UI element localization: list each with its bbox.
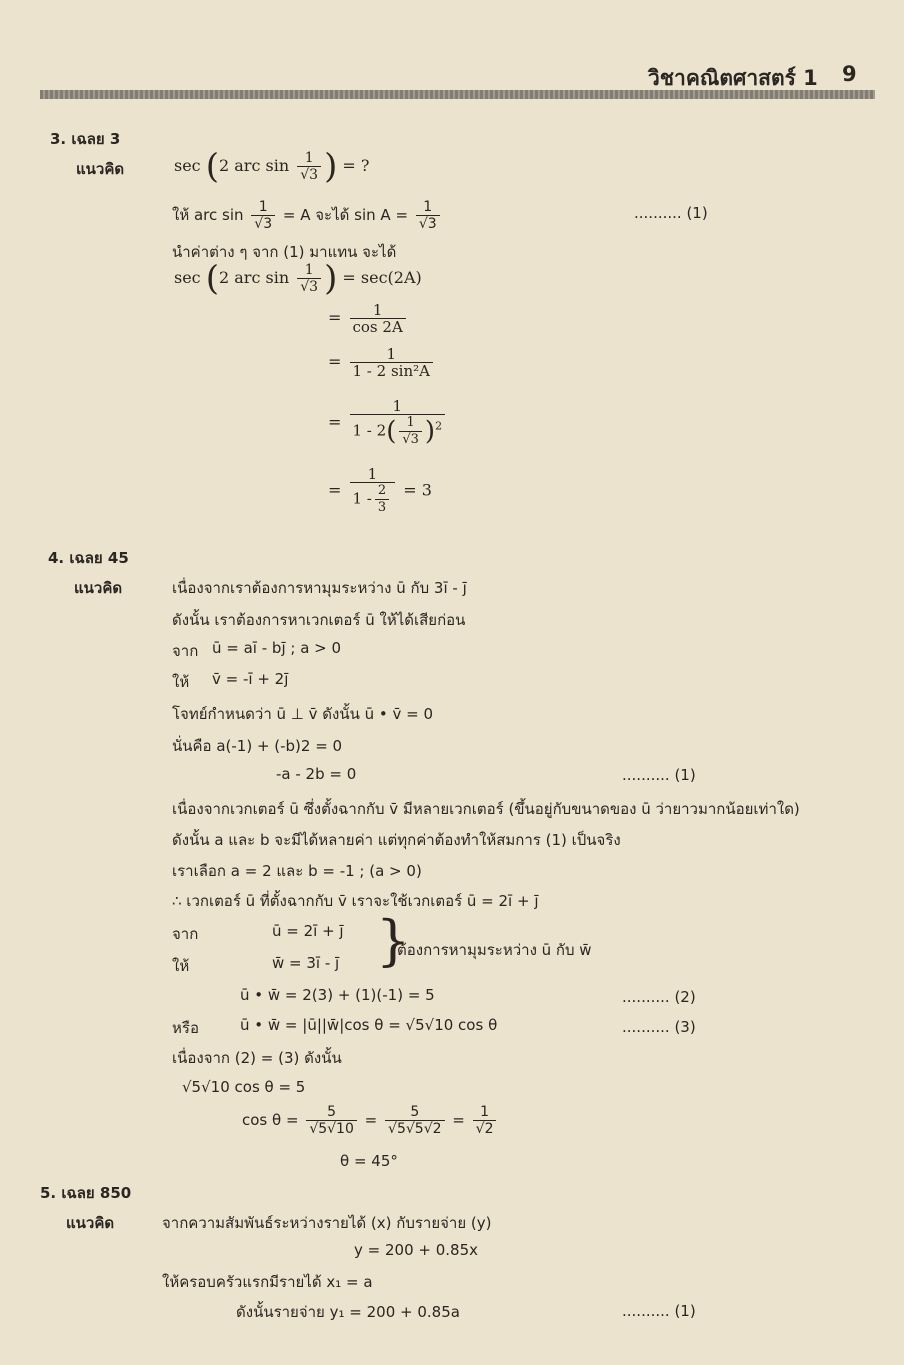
page-header-title: วิชาคณิตศาสตร์ 1 — [648, 66, 818, 90]
q4-line-17: √5√10 cos θ = 5 — [182, 1078, 306, 1096]
q4-ref-3: .......... (3) — [622, 1018, 696, 1036]
fraction: $\frac{1}{√2}$ — [473, 1104, 497, 1137]
q4-ref-2: .......... (2) — [622, 988, 696, 1006]
q5-line-2: y = 200 + 0.85x — [354, 1241, 478, 1259]
q3-line-6: = $\frac{1}{\text{1 - 2 sin²A}}$ — [328, 346, 436, 379]
q3-line-5: = $\frac{1}{\cos 2A}$ — [328, 302, 409, 335]
q4-line-15a: หรือ — [172, 1019, 199, 1037]
q3-line-4: sec (2 arc sin $\frac{1}{√3}$ ) = sec(2A) — [174, 258, 422, 299]
fraction: $\frac{1}{√3}$ — [416, 199, 440, 232]
header-rule — [40, 90, 875, 99]
q3-line-1 — [174, 146, 370, 187]
q5-ref-1: .......... (1) — [622, 1302, 696, 1320]
q4-line-2: ดังนั้น เราต้องการหาเวกเตอร์ ū ให้ได้เสียก่อน — [172, 611, 466, 629]
paren-right: ) — [324, 146, 338, 187]
q3-answer: 3. เฉลย 3 — [50, 130, 121, 148]
q5-hint-label: แนวคิด — [66, 1214, 115, 1232]
fraction: 1 1 - $\frac{2}{3}$ — [350, 466, 396, 516]
q4-line-10: เราเลือก a = 2 และ b = -1 ; (a > 0) — [172, 862, 422, 880]
q4-hint-label: แนวคิด — [74, 579, 123, 597]
fraction: $\frac{1}{√3}$ — [297, 262, 321, 295]
q4-line-8: เนื่องจากเวกเตอร์ ū ซึ่งตั้งฉากกับ v̄ มีหลายเวกเตอร์ (ขึ้นอยู่กับขนาดของ ū ว่ายาวมากน้อยเท่าใด) — [172, 800, 800, 818]
q4-line-15b: ū • w̄ = |ū||w̄|cos θ = √5√10 cos θ — [240, 1016, 498, 1034]
q4-line-13b: w̄ = 3ī - j̄ — [272, 954, 340, 972]
q5-line-3: ให้ครอบครัวแรกมีรายได้ x₁ = a — [162, 1273, 373, 1291]
q4-line-11: ∴ เวกเตอร์ ū ที่ตั้งฉากกับ v̄ เราจะใช้เวกเตอร์ ū = 2ī + j̄ — [172, 892, 539, 910]
fraction: 1 1 - 2( $\frac{1}{√3}$ )$^2$ — [350, 398, 446, 448]
fraction: $\frac{1}{√3}$ — [251, 199, 275, 232]
q4-line-7: -a - 2b = 0 — [276, 765, 357, 783]
q4-line-1: เนื่องจากเราต้องการหามุมระหว่าง ū กับ 3ī - j̄ — [172, 579, 467, 597]
q3-hint-label: แนวคิด — [76, 160, 125, 178]
arcsin-text: 2 arc sin — [219, 156, 290, 175]
fraction: $\frac{5}{√5√5√2}$ — [385, 1104, 444, 1137]
q4-answer: 4. เฉลย 45 — [48, 549, 129, 567]
q4-line-3b: ū = aī - bj̄ ; a > 0 — [212, 639, 342, 657]
q4-line-4b: v̄ = -ī + 2j̄ — [212, 670, 289, 688]
q4-line-18: cos θ = $\frac{5}{√5√10}$ = $\frac{5}{√5√5√2}$ = $\frac{1}{√2}$ — [242, 1104, 499, 1137]
q4-line-12a: จาก — [172, 925, 199, 943]
fraction: $\frac{1}{\text{1 - 2 sin²A}}$ — [350, 346, 433, 379]
q4-line-13a: ให้ — [172, 957, 190, 975]
q3-line-2: ให้ arc sin $\frac{1}{√3}$ = A จะได้ sin A = $\frac{1}{√3}$ — [172, 199, 443, 232]
q5-answer: 5. เฉลย 850 — [40, 1184, 132, 1202]
q4-line-5: โจทย์กำหนดว่า ū ⊥ v̄ ดังนั้น ū • v̄ = 0 — [172, 705, 434, 723]
paren-left: ( — [205, 146, 219, 187]
q4-line-4a: ให้ — [172, 673, 190, 691]
q4-ref-1: .......... (1) — [622, 766, 696, 784]
sec-text: sec — [174, 156, 201, 175]
equals-question: = ? — [342, 156, 370, 175]
page-number: 9 — [842, 62, 857, 86]
q3-line-3: นำค่าต่าง ๆ จาก (1) มาแทน จะได้ — [172, 243, 397, 261]
q4-line-9: ดังนั้น a และ b จะมีได้หลายค่า แต่ทุกค่าต้องทำให้สมการ (1) เป็นจริง — [172, 831, 621, 849]
q3-ref-1: .......... (1) — [634, 204, 708, 222]
fraction: $\frac{1}{\cos 2A}$ — [350, 302, 406, 335]
q4-line-12b: ū = 2ī + j̄ — [272, 922, 344, 940]
q4-line-3a: จาก — [172, 642, 199, 660]
q4-line-16: เนื่องจาก (2) = (3) ดังนั้น — [172, 1049, 342, 1067]
curly-brace: } — [376, 909, 411, 972]
q4-brace-text: ต้องการหามุมระหว่าง ū กับ w̄ — [397, 941, 592, 959]
q4-line-6: นั่นคือ a(-1) + (-b)2 = 0 — [172, 737, 343, 755]
q3-line-8: = 1 1 - $\frac{2}{3}$ = 3 — [328, 465, 432, 515]
fraction: $\frac{1}{√3}$ — [297, 150, 321, 183]
q5-line-4: ดังนั้นรายจ่าย y₁ = 200 + 0.85a — [236, 1303, 460, 1321]
fraction: $\frac{5}{√5√10}$ — [306, 1104, 357, 1137]
q4-line-19: θ = 45° — [340, 1152, 398, 1170]
q5-line-1: จากความสัมพันธ์ระหว่างรายได้ (x) กับรายจ่าย (y) — [162, 1214, 492, 1232]
q4-line-14: ū • w̄ = 2(3) + (1)(-1) = 5 — [240, 986, 435, 1004]
q3-line-7: = 1 1 - 2( $\frac{1}{√3}$ )$^2$ — [328, 398, 448, 448]
